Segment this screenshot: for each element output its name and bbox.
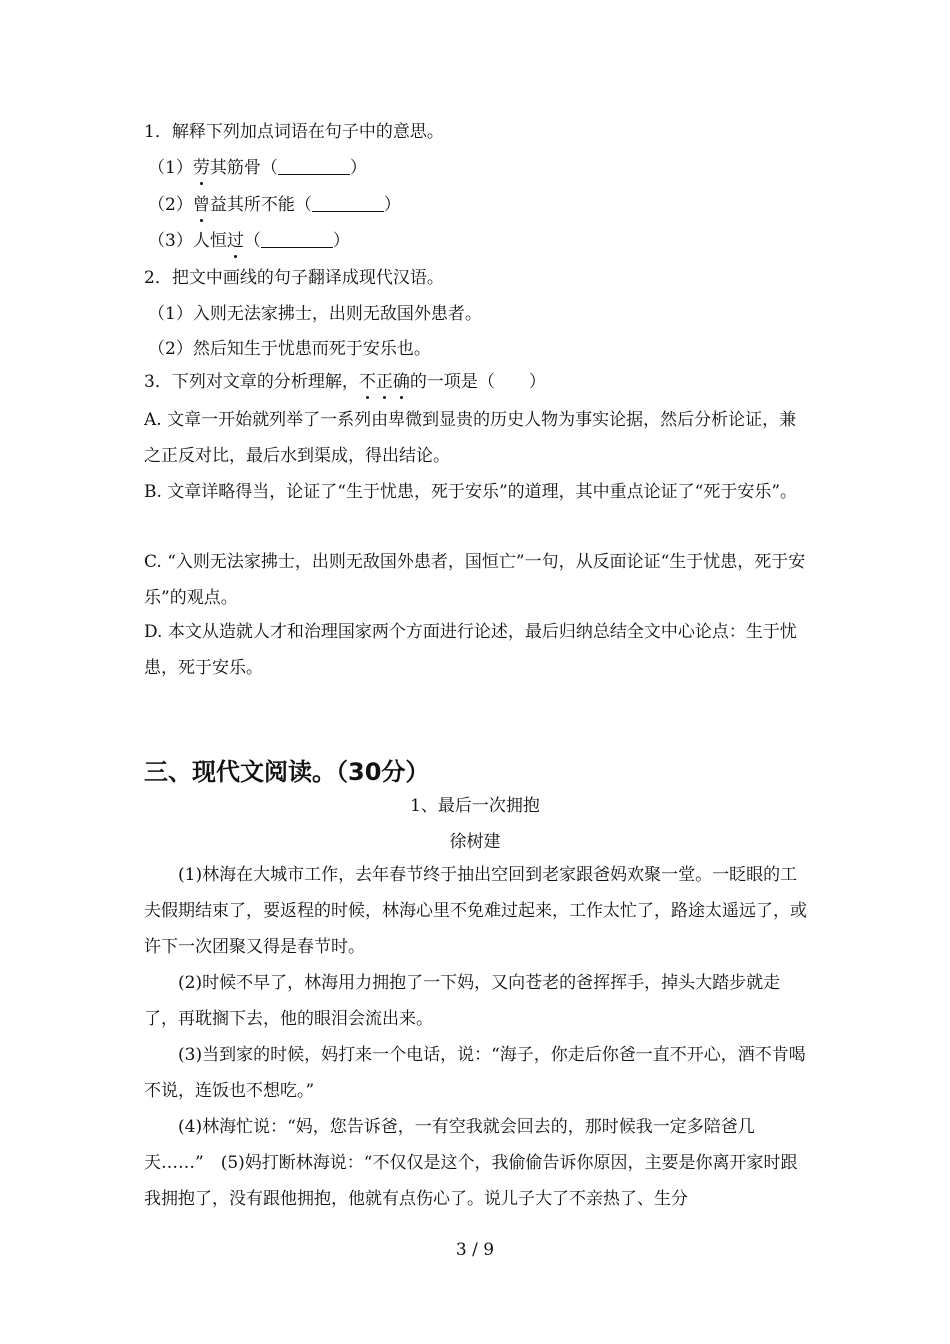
option-c: C. “入则无法家拂士，出则无敌国外患者，国恒亡”一句，从反面论证“生于忧患，死于安乐”的观点。 (144, 552, 806, 608)
article-paragraph-2: (2)时候不早了，林海用力拥抱了一下妈，又向苍老的爸挥挥手，掉头大踏步就走了，再耽搁下去，他的眼泪会流出来。 (144, 973, 781, 1029)
option-b: B. 文章详略得当，论证了“生于忧患，死于安乐”的道理，其中重点论证了“死于安乐”。 (144, 482, 798, 502)
question-3-title: 3．下列对文章的分析理解，不正确的一项是（ ） (144, 372, 546, 392)
dotted-word: 劳 (192, 158, 210, 178)
article-author: 徐树建 (449, 832, 501, 852)
question-1-item-3: （3）人恒过（ ） (148, 231, 350, 251)
answer-blank[interactable] (278, 158, 350, 175)
question-2-item-2: （2）然后知生于忧患而死于安乐也。 (148, 339, 431, 359)
question-2-title: 2．把文中画线的句子翻译成现代汉语。 (144, 268, 444, 288)
article-title: 1、最后一次拥抱 (410, 796, 540, 816)
option-d: D. 本文从造就人才和治理国家两个方面进行论述，最后归纳总结全文中心论点：生于忧患，死于安乐。 (144, 622, 797, 678)
question-2-item-1: （1）入则无法家拂士，出则无敌国外患者。 (148, 304, 482, 324)
dotted-word: 过 (226, 231, 244, 251)
question-1-title: 1．解释下列加点词语在句子中的意思。 (144, 122, 444, 142)
article-paragraph-4: (4)林海忙说：“妈，您告诉爸，一有空我就会回去的，那时候我一定多陪爸几天……” (5)妈打断林海说：“不仅仅是这个，我偷偷告诉你原因，主要是你离开家时跟我拥抱了，没有跟他拥抱，他就有点伤心了。说儿子大了不亲热了、生分 (144, 1117, 798, 1209)
question-1-item-1: （1）劳其筋骨（ ） (148, 158, 367, 178)
article-paragraph-3: (3)当到家的时候，妈打来一个电话，说：“海子，你走后你爸一直不开心，酒不肯喝不说，连饭也不想吃。” (144, 1045, 806, 1101)
page-number: 3 / 9 (455, 1240, 495, 1260)
article-paragraph-1: (1)林海在大城市工作，去年春节终于抽出空回到老家跟爸妈欢聚一堂。一眨眼的工夫假期结束了，要返程的时候，林海心里不免难过起来，工作太忙了，路途太遥远了，或许下一次团聚又得是春节时。 (144, 865, 807, 957)
answer-blank[interactable] (312, 195, 384, 212)
dotted-word: 确 (392, 372, 410, 392)
dotted-word: 曾 (192, 195, 210, 215)
option-a: A. 文章一开始就列举了一系列由卑微到显贵的历史人物为事实论据，然后分析论证，兼之正反对比，最后水到渠成，得出结论。 (144, 410, 797, 466)
answer-blank[interactable] (261, 231, 333, 248)
section-heading: 三、现代文阅读。（30分） (144, 758, 430, 786)
question-1-item-2: （2）曾益其所不能（ ） (148, 195, 401, 215)
dotted-word: 不 (358, 372, 376, 392)
dotted-word: 正 (375, 372, 393, 392)
